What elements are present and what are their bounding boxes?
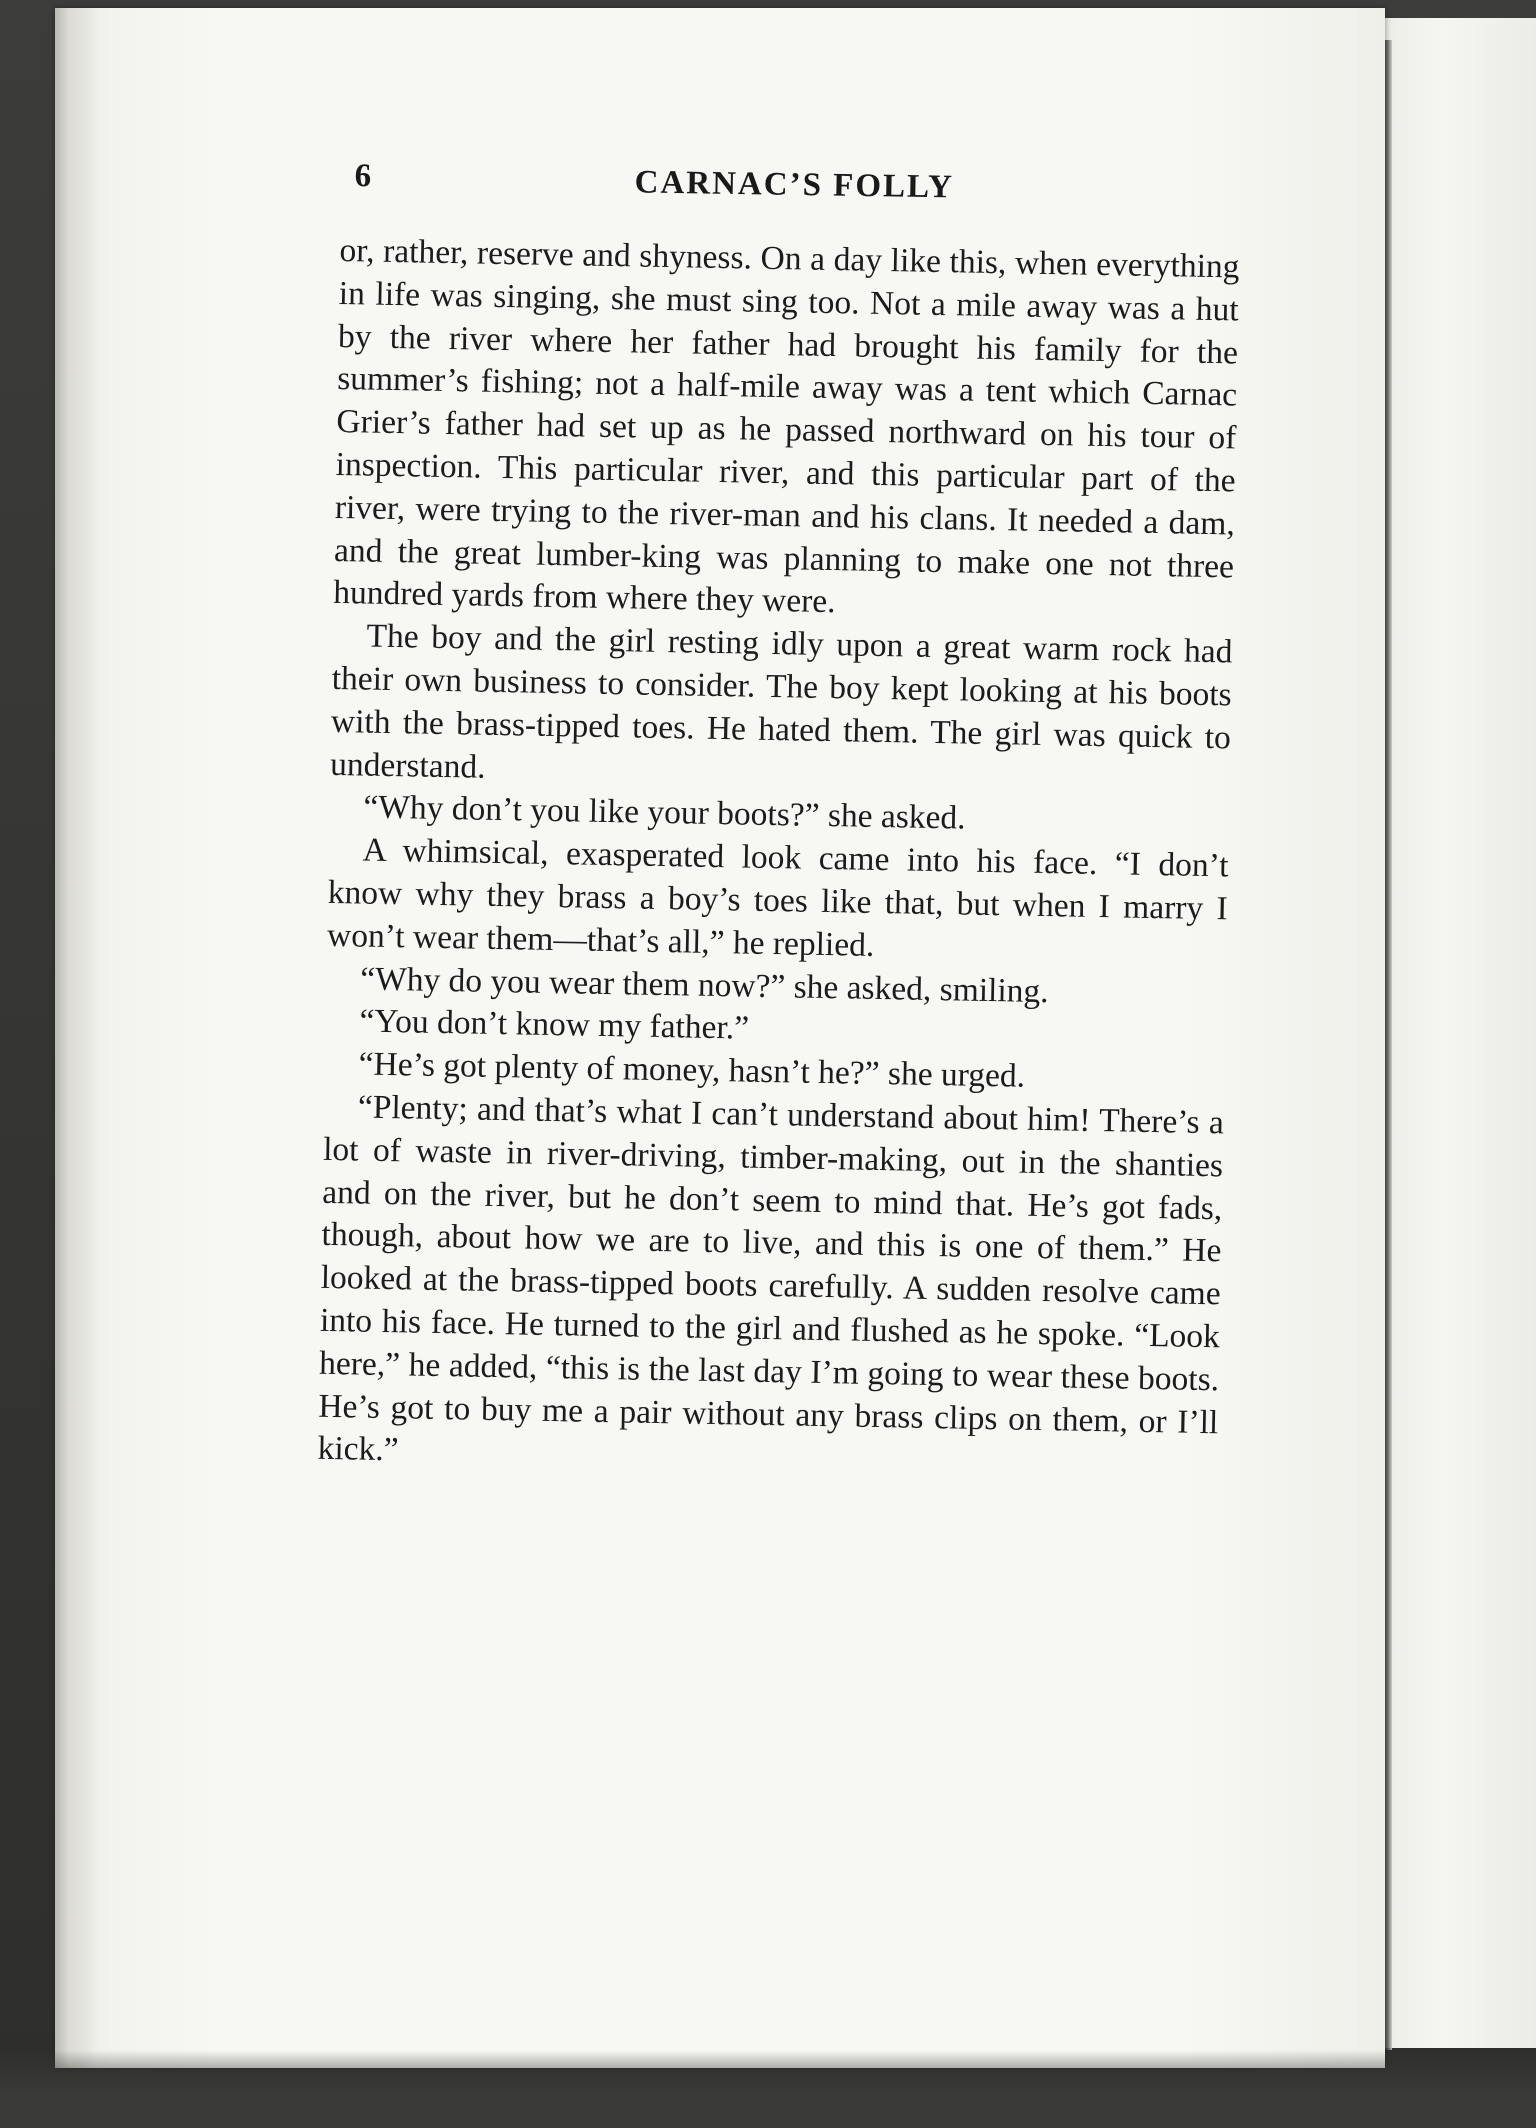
paragraph-3: “Why don’t you like your boots?” she asked. xyxy=(363,788,966,837)
body-text xyxy=(317,230,1240,1487)
page-left-edge xyxy=(55,8,95,2068)
facing-page-edge xyxy=(1380,18,1536,2048)
paragraph-7: “He’s got plenty of money, hasn’t he?” she urged. xyxy=(358,1045,1026,1095)
paragraph-2: The boy and the girl resting idly upon a great warm rock had their own business to consider. The boy kept looking at his boots with the brass-tipped toes. He hated them. The girl was quick to understand. xyxy=(329,617,1233,786)
paragraph-4: A whimsical, exasperated look came into his face. “I don’t know why they brass a boy’s toes like that, but when I marry I won’t wear them—that’s all,” he replied. xyxy=(326,831,1229,964)
paragraph-5: “Why do you wear them now?” she asked, smiling. xyxy=(359,960,1049,1010)
bottom-shadow xyxy=(0,2050,1536,2128)
page-number: 6 xyxy=(354,158,373,195)
running-title: CARNAC’S FOLLY xyxy=(634,164,955,206)
paragraph-1: or, rather, reserve and shyness. On a day like this, when everything in life was singing, she must sing too. Not a mile away was a hut by the river where her father had brought his family for the summer’s fishing; not a half-mile away was a tent which Carnac Grier’s father had set up as he passed northward on his tour of inspection. This particular river, and this particular part of the river, were trying to the river-man and his clans. It needed a dam, and the great lumber-king was planning to make one not three hundred yards from where they were. xyxy=(333,231,1240,621)
paragraph-8: “Plenty; and that’s what I can’t understand about him! There’s a lot of waste in river-driving, timber-making, out in the shanties and on the river, but he don’t seem to mind that. He’s got fads, though, about how we are to live, and this is one of them.” He looked at the brass-tipped boots carefully. A sudden resolve came into his face. He turned to the girl and flushed as he spoke. “Look here,” he added, “this is the last day I’m going to wear these boots. He’s got to buy me a pair without any brass clips on them, or I’ll kick.” xyxy=(317,1088,1225,1469)
paragraph-6: “You don’t know my father.” xyxy=(359,1002,750,1047)
